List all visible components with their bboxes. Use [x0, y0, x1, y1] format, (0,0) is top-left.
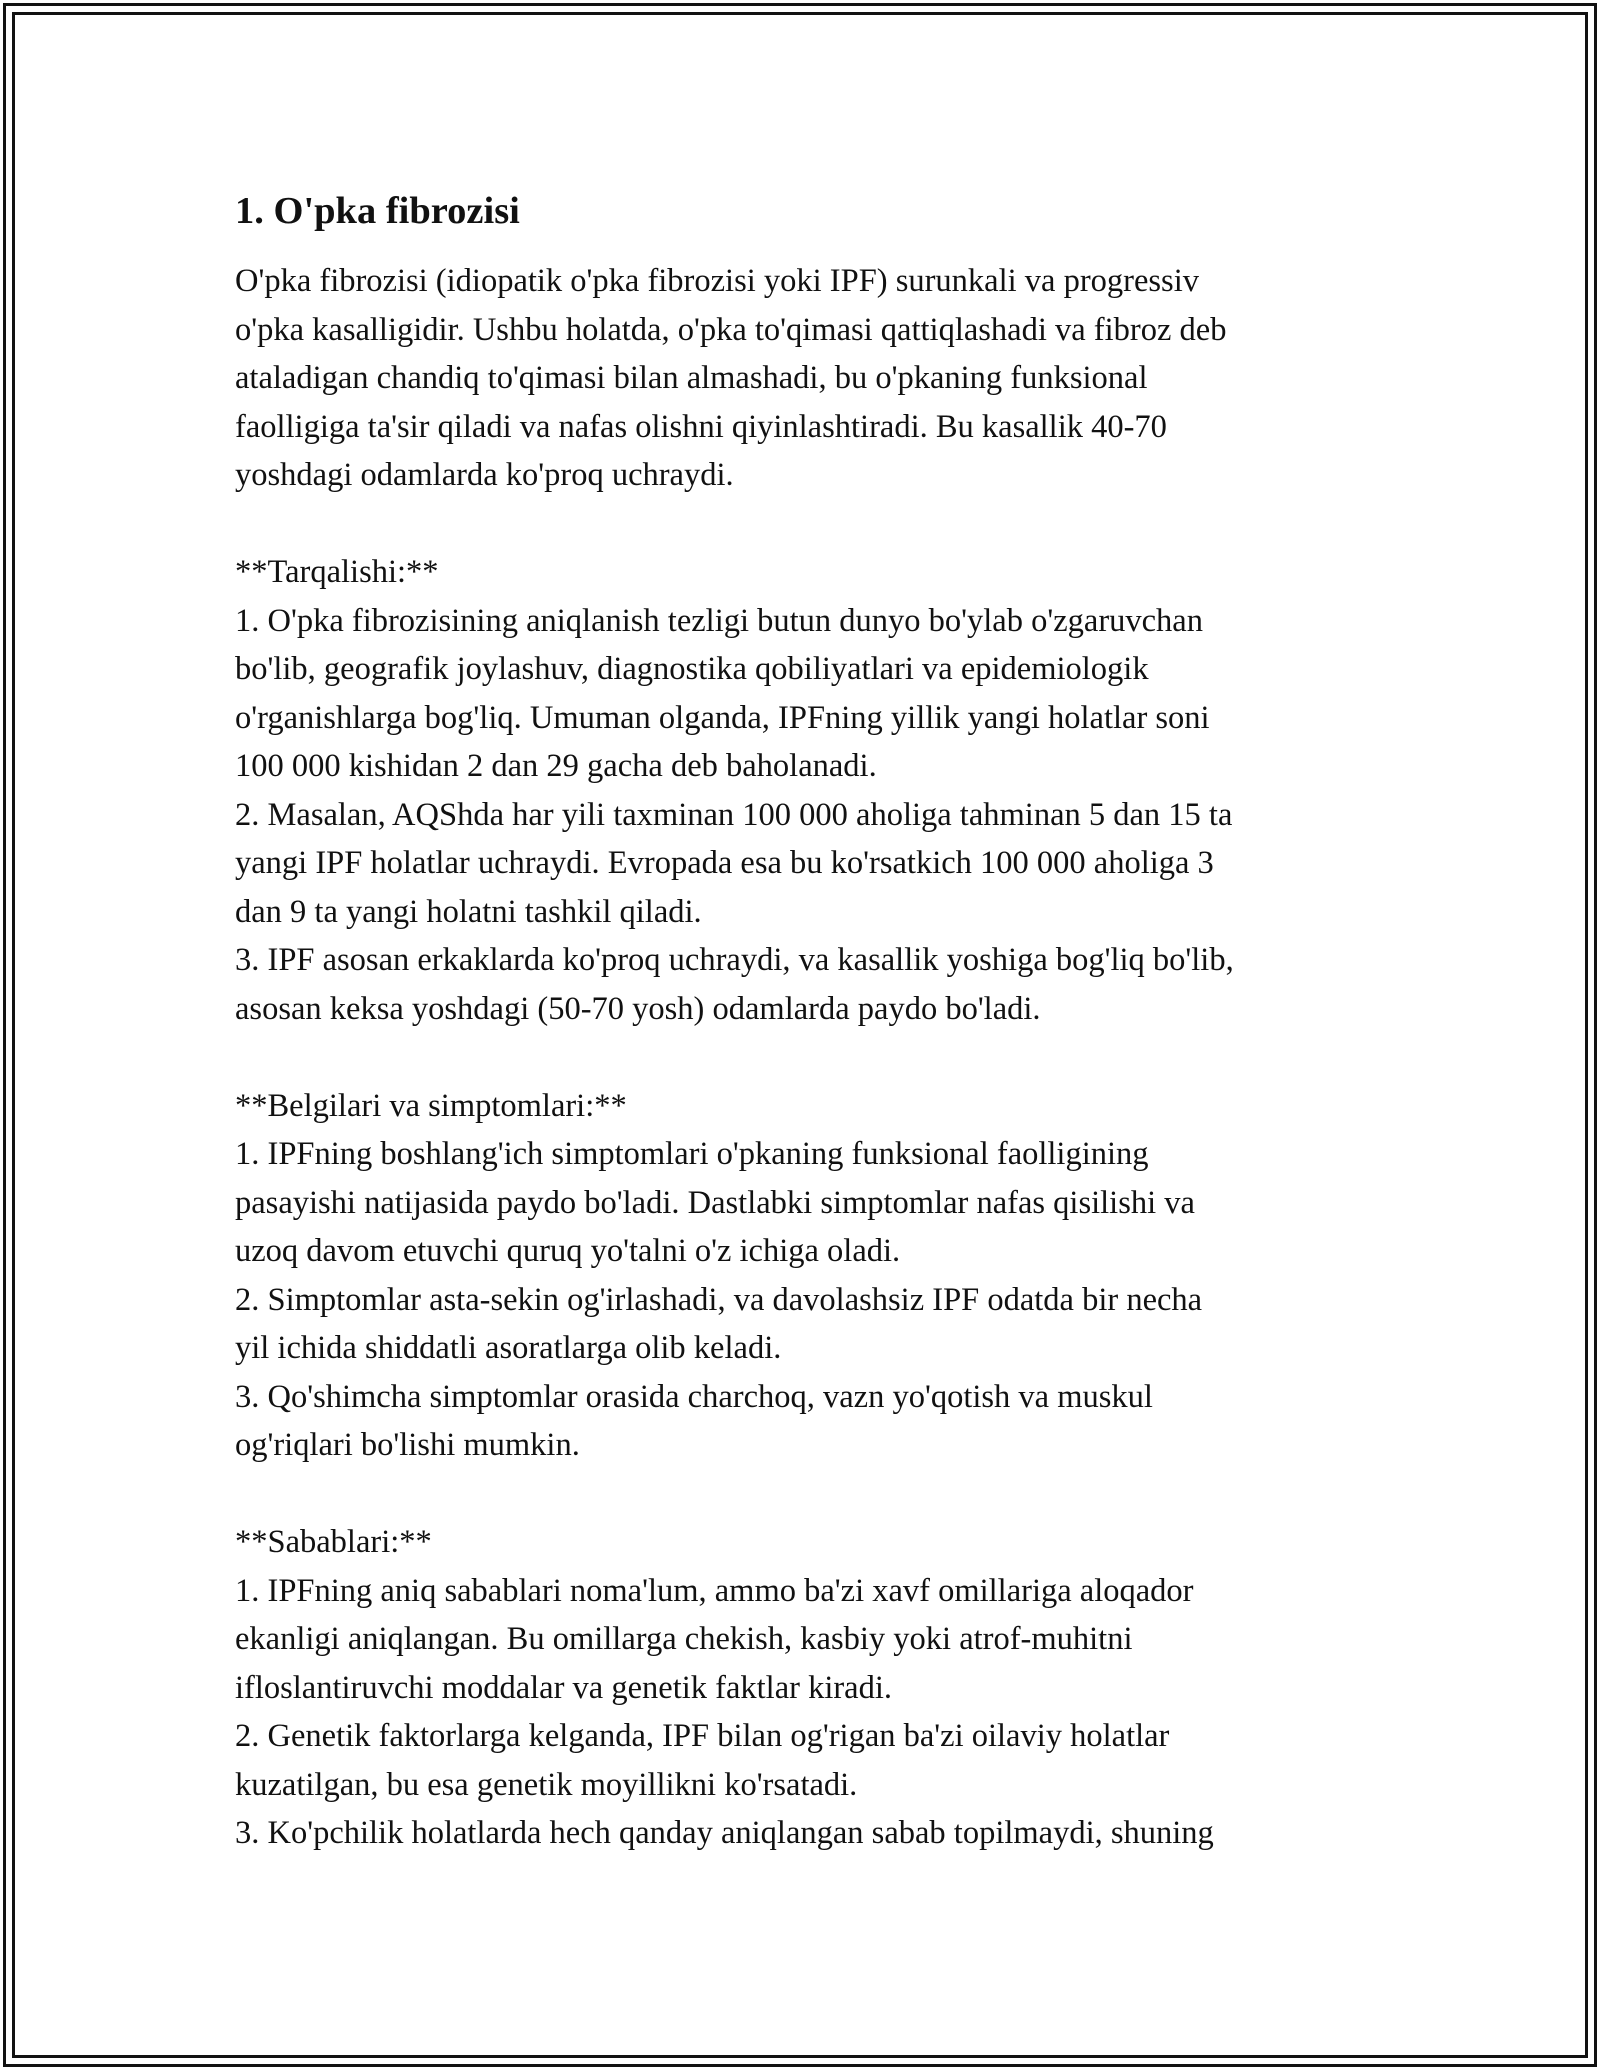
section-heading: **Sabablari:**	[235, 1524, 432, 1560]
intro-paragraph: O'pka fibrozisi (idiopatik o'pka fibrozisi yoki IPF) surunkali va progressiv o'pka kasalligidir. Ushbu holatda, o'pka to'qimasi qattiqlashadi va fibroz deb ataladigan chandiq to'qimasi bilan almashadi, bu o'pkaning funksional faolligiga ta'sir qiladi va nafas olishni qiyinlashtiradi. Bu kasallik 40-70 yoshdagi odamlarda ko'proq uchraydi.	[235, 263, 1227, 493]
document-title: 1. O'pka fibrozisi	[235, 190, 520, 232]
list-item: 3. IPF asosan erkaklarda ko'proq uchraydi, va kasallik yoshiga bog'liq bo'lib, asosan keksa yoshdagi (50-70 yosh) odamlarda paydo bo'ladi.	[235, 942, 1234, 1027]
list-item: 3. Qo'shimcha simptomlar orasida charchoq, vazn yo'qotish va muskul og'riqlari bo'lishi mumkin.	[235, 1378, 1153, 1463]
section-tarqalishi	[235, 548, 1370, 1033]
section-sabablari	[235, 1518, 1370, 1858]
list-item: 2. Genetik faktorlarga kelganda, IPF bilan og'rigan ba'zi oilaviy holatlar kuzatilgan, bu esa genetik moyillikni ko'rsatadi.	[235, 1718, 1170, 1803]
section-belgilari	[235, 1082, 1370, 1470]
list-item: 1. IPFning aniq sabablari noma'lum, ammo ba'zi xavf omillariga aloqador ekanligi aniqlangan. Bu omillarga chekish, kasbiy yoki atrof-muhitni ifloslantiruvchi moddalar va genetik faktlar kiradi.	[235, 1572, 1194, 1706]
list-item: 2. Simptomlar asta-sekin og'irlashadi, va davolashsiz IPF odatda bir necha yil ichida shiddatli asoratlarga olib keladi.	[235, 1281, 1203, 1366]
list-item: 2. Masalan, AQShda har yili taxminan 100 000 aholiga tahminan 5 dan 15 ta yangi IPF holatlar uchraydi. Evropada esa bu ko'rsatkich 100 000 aholiga 3 dan 9 ta yangi holatni tashkil qiladi.	[235, 796, 1233, 930]
list-item: 1. O'pka fibrozisining aniqlanish tezligi butun dunyo bo'ylab o'zgaruvchan bo'lib, geografik joylashuv, diagnostika qobiliyatlari va epidemiologik o'rganishlarga bog'liq. Umuman olganda, IPFning yillik yangi holatlar soni 100 000 kishidan 2 dan 29 gacha deb baholanadi.	[235, 602, 1210, 784]
list-item: 3. Ko'pchilik holatlarda hech qanday aniqlangan sabab topilmaydi, shuning	[235, 1815, 1214, 1851]
section-heading: **Tarqalishi:**	[235, 554, 439, 590]
list-item: 1. IPFning boshlang'ich simptomlari o'pkaning funksional faolligining pasayishi natijasida paydo bo'ladi. Dastlabki simptomlar nafas qisilishi va uzoq davom etuvchi quruq yo'talni o'z ichiga oladi.	[235, 1136, 1195, 1269]
document-body	[235, 186, 1370, 1858]
section-heading: **Belgilari va simptomlari:**	[235, 1087, 627, 1124]
